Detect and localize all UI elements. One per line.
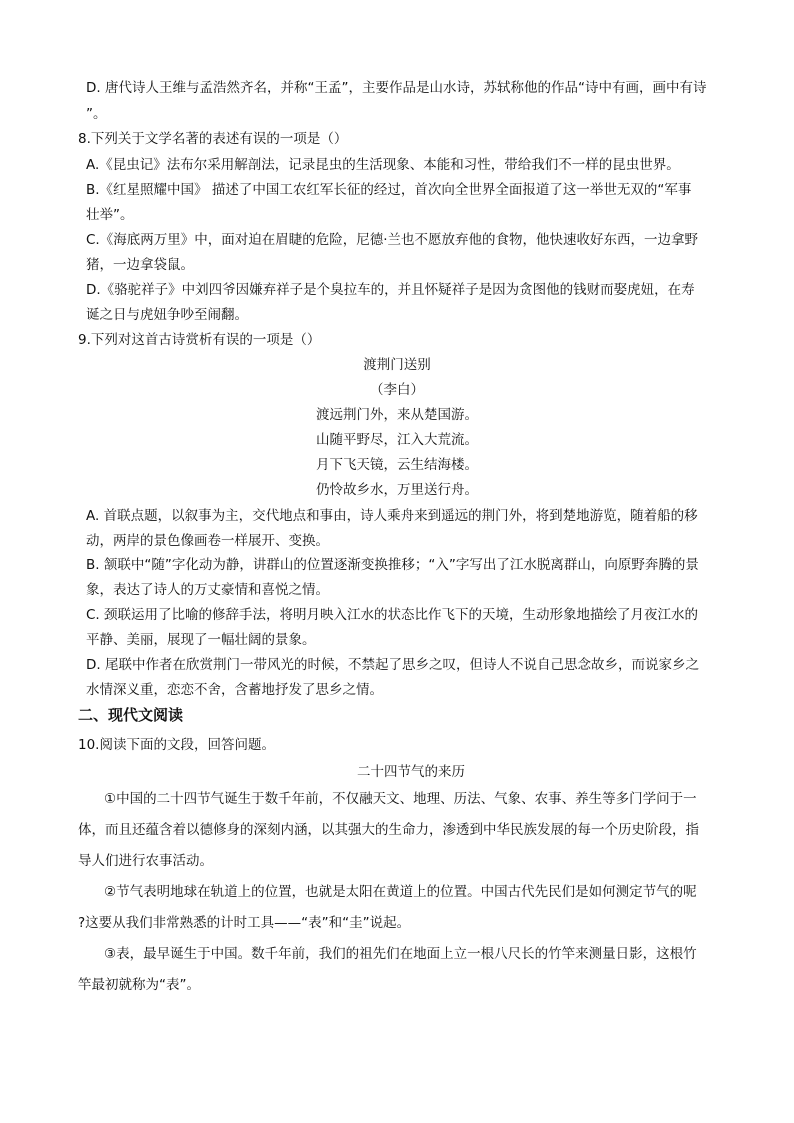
q9-stem: 9.下列对这首古诗赏析有误的一项是（） xyxy=(78,332,321,348)
q9-option-a-line1: A. 首联点题，以叙事为主，交代地点和事由，诗人乘舟来到遥远的荆门外，将到楚地游览，随着船的移 xyxy=(86,508,698,524)
q8-option-c-line1: C.《海底两万里》中，面对迫在眉睫的危险，尼德·兰也不愿放弃他的食物，他快速收好东西，一边拿野 xyxy=(86,232,699,248)
poem-author: （李白） xyxy=(370,382,424,398)
q8-option-a: A.《昆虫记》法布尔采用解剖法，记录昆虫的生活现象、本能和习性，带给我们不一样的昆虫世界。 xyxy=(86,157,680,173)
q10-stem: 10.阅读下面的文段，回答问题。 xyxy=(78,737,275,753)
poem-line-2: 山随平野尽，江入大荒流。 xyxy=(316,432,478,448)
poem-line-3: 月下飞天镜，云生结海楼。 xyxy=(316,457,478,473)
q8-option-d-line2: 诞之日与虎妞争吵至闹翻。 xyxy=(86,307,248,323)
q8-option-d-line1: D.《骆驼祥子》中刘四爷因嫌弃祥子是个臭拉车的，并且怀疑祥子是因为贪图他的钱财而娶虎妞，在寿 xyxy=(86,282,695,298)
q8-stem: 8.下列关于文学名著的表述有误的一项是（） xyxy=(78,131,348,147)
p2-line1: ②节气表明地球在轨道上的位置，也就是太阳在黄道上的位置。中国古代先民们是如何测定节气的呢 xyxy=(104,884,697,900)
q9-option-b-line2: 象，表达了诗人的万丈豪情和喜悦之情。 xyxy=(86,582,329,598)
p1-line2: 体，而且还蕴含着以德修身的深刻内涵，以其强大的生命力，渗透到中华民族发展的每一个历史阶段，指 xyxy=(78,822,699,838)
q8-option-b-line1: B.《红星照耀中国》 描述了中国工农红军长征的经过，首次向全世界全面报道了这一举世无双的“军事 xyxy=(86,182,692,198)
q9-option-d-line1: D. 尾联中作者在欣赏荆门一带风光的时候，不禁起了思乡之叹，但诗人不说自己思念故乡，而说家乡之 xyxy=(86,657,699,673)
q9-option-c-line1: C. 颈联运用了比喻的修辞手法，将明月映入江水的状态比作飞下的天境，生动形象地描绘了月夜江水的 xyxy=(86,607,699,623)
poem-title: 渡荆门送别 xyxy=(363,357,431,373)
q9-option-c-line2: 平静、美丽，展现了一幅壮阔的景象。 xyxy=(86,632,316,648)
q9-option-d-line2: 水情深义重，恋恋不舍，含蓄地抒发了思乡之情。 xyxy=(86,682,383,698)
q9-option-b-line1: B. 颔联中“随”字化动为静，讲群山的位置逐渐变换推移；“入”字写出了江水脱离群山，向原野奔腾的景 xyxy=(86,557,699,573)
q7-option-d-line2: ”。 xyxy=(86,106,107,122)
q8-option-b-line2: 壮举”。 xyxy=(86,207,134,223)
p3-line2: 竿最初就称为“表”。 xyxy=(78,977,200,993)
q7-option-d-line1: D. 唐代诗人王维与孟浩然齐名，并称“王孟”，主要作品是山水诗，苏轼称他的作品“诗中有画，画中有诗 xyxy=(86,80,707,96)
p1-line3: 导人们进行农事活动。 xyxy=(78,853,213,869)
section-heading: 二、现代文阅读 xyxy=(78,706,184,724)
q9-option-a-line2: 动，两岸的景色像画卷一样展开、变换。 xyxy=(86,533,329,549)
article-title: 二十四节气的来历 xyxy=(357,764,465,780)
q8-option-c-line2: 猪，一边拿袋鼠。 xyxy=(86,257,194,273)
poem-line-1: 渡远荆门外，来从楚国游。 xyxy=(316,407,478,423)
p2-line2: ?这要从我们非常熟悉的计时工具——“表”和“圭”说起。 xyxy=(78,915,411,931)
p1-line1: ①中国的二十四节气诞生于数千年前，不仅融天文、地理、历法、气象、农事、养生等多门学问于一 xyxy=(104,791,697,807)
poem-line-4: 仍怜故乡水，万里送行舟。 xyxy=(316,482,478,498)
p3-line1: ③表，最早诞生于中国。数千年前，我们的祖先们在地面上立一根八尺长的竹竿来测量日影，这根竹 xyxy=(104,946,697,962)
